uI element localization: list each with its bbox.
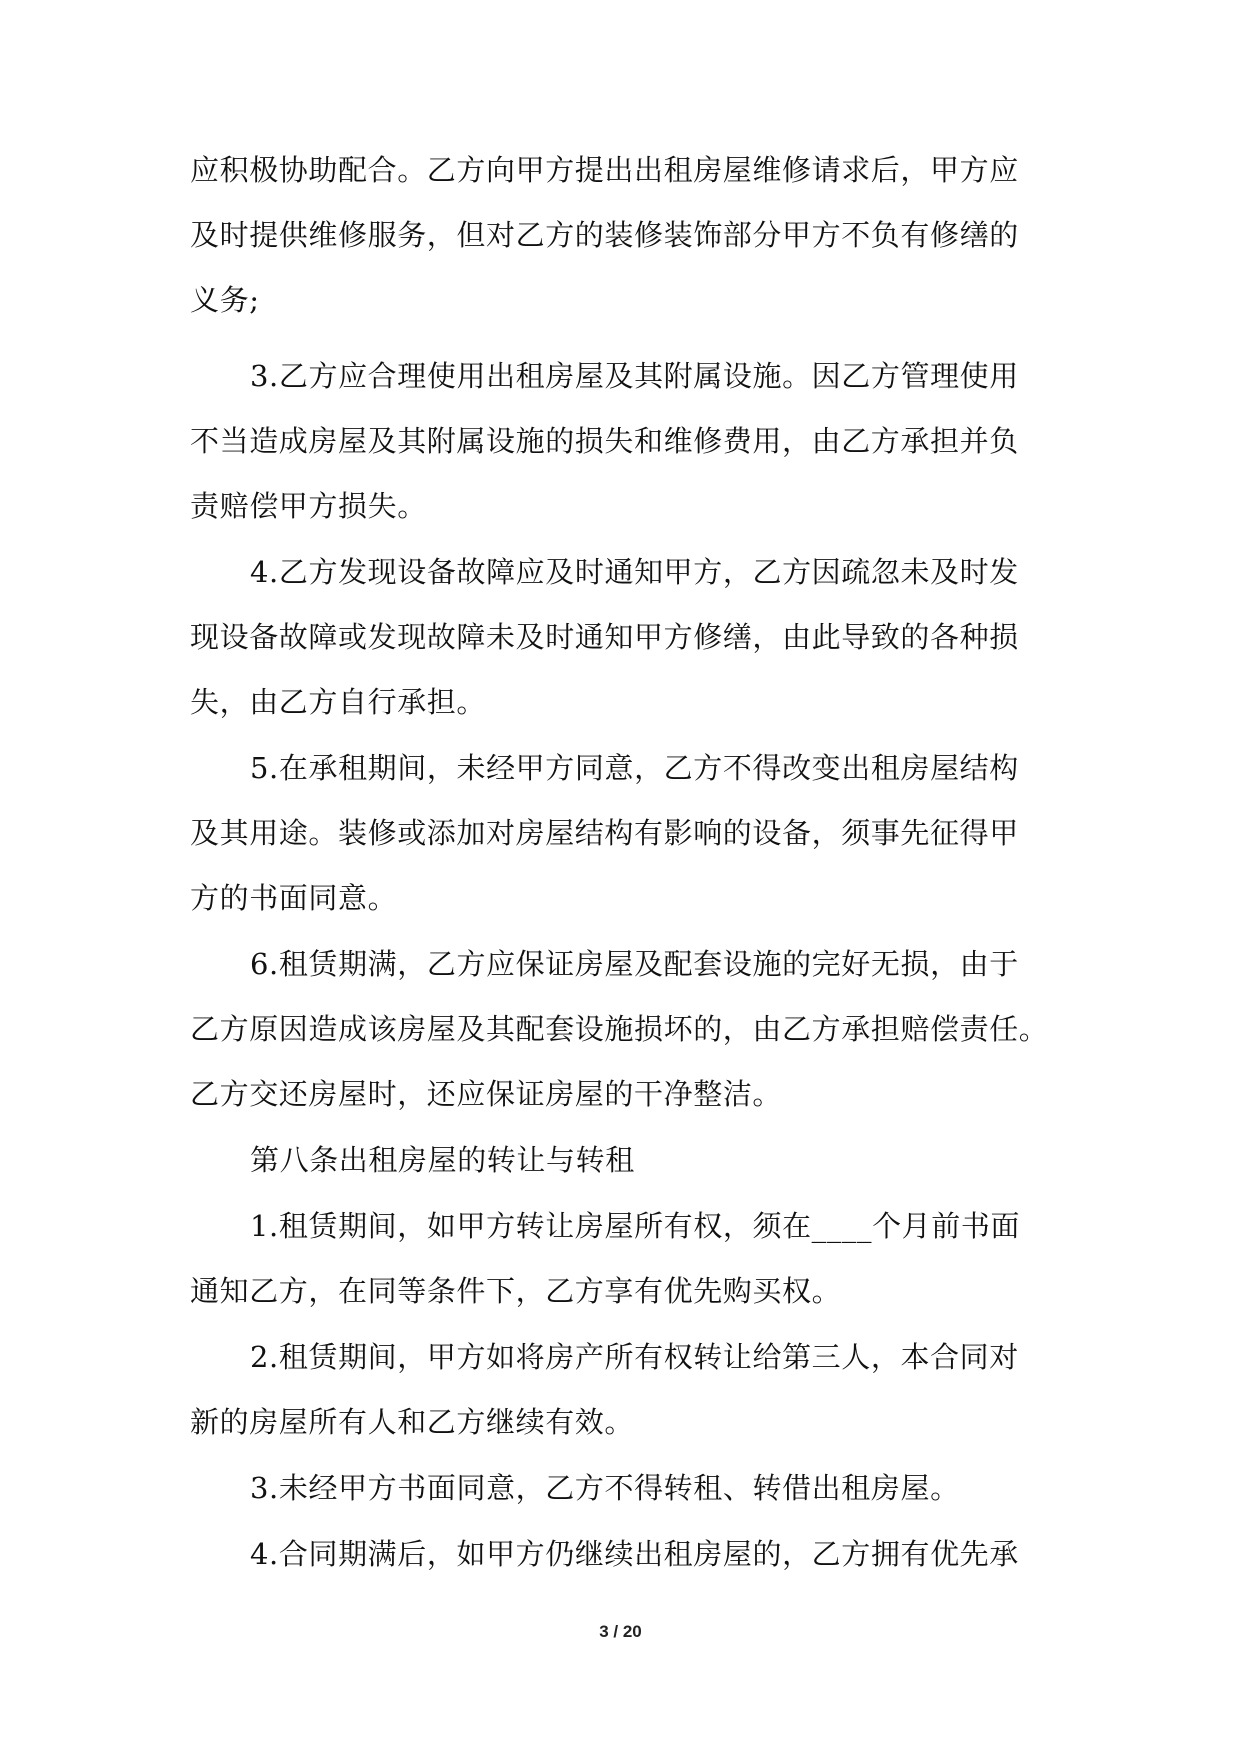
article-8-clause-4-text: 4.合同期满后，如甲方仍继续出租房屋的，乙方拥有优先承 xyxy=(250,1537,1019,1571)
body-text-line: 责赔偿甲方损失。 xyxy=(190,489,427,523)
body-text-line: 乙方原因造成该房屋及其配套设施损坏的，由乙方承担赔偿责任。 xyxy=(190,1012,1049,1046)
clause-6-text: 6.租赁期满，乙方应保证房屋及配套设施的完好无损，由于 xyxy=(250,947,1019,981)
body-text-line: 及其用途。装修或添加对房屋结构有影响的设备，须事先征得甲 xyxy=(190,816,1019,850)
clause-5-text: 5.在承租期间，未经甲方同意，乙方不得改变出租房屋结构 xyxy=(250,751,1019,785)
body-text-line: 失，由乙方自行承担。 xyxy=(190,685,487,719)
body-text-line: 不当造成房屋及其附属设施的损失和维修费用，由乙方承担并负 xyxy=(190,424,1019,458)
clause-4-text: 4.乙方发现设备故障应及时通知甲方，乙方因疏忽未及时发 xyxy=(250,555,1019,589)
body-text-line: 乙方交还房屋时，还应保证房屋的干净整洁。 xyxy=(190,1077,783,1111)
article-8-heading: 第八条出租房屋的转让与转租 xyxy=(250,1143,635,1177)
article-8-clause-1-text: 1.租赁期间，如甲方转让房屋所有权，须在____个月前书面 xyxy=(250,1209,1021,1243)
body-text-line: 义务; xyxy=(190,283,260,317)
body-text-line: 通知乙方，在同等条件下，乙方享有优先购买权。 xyxy=(190,1274,842,1308)
body-text-line: 方的书面同意。 xyxy=(190,881,398,915)
article-8-clause-3-text: 3.未经甲方书面同意，乙方不得转租、转借出租房屋。 xyxy=(250,1471,960,1505)
page-number: 3 / 20 xyxy=(599,1622,642,1641)
body-text-line: 及时提供维修服务，但对乙方的装修装饰部分甲方不负有修缮的 xyxy=(190,218,1019,252)
clause-3-text: 3.乙方应合理使用出租房屋及其附属设施。因乙方管理使用 xyxy=(250,359,1019,393)
body-text-line: 应积极协助配合。乙方向甲方提出出租房屋维修请求后，甲方应 xyxy=(190,153,1019,187)
article-8-clause-2-text: 2.租赁期间，甲方如将房产所有权转让给第三人，本合同对 xyxy=(250,1340,1019,1374)
body-text-line: 现设备故障或发现故障未及时通知甲方修缮，由此导致的各种损 xyxy=(190,620,1019,654)
body-text-line: 新的房屋所有人和乙方继续有效。 xyxy=(190,1405,635,1439)
